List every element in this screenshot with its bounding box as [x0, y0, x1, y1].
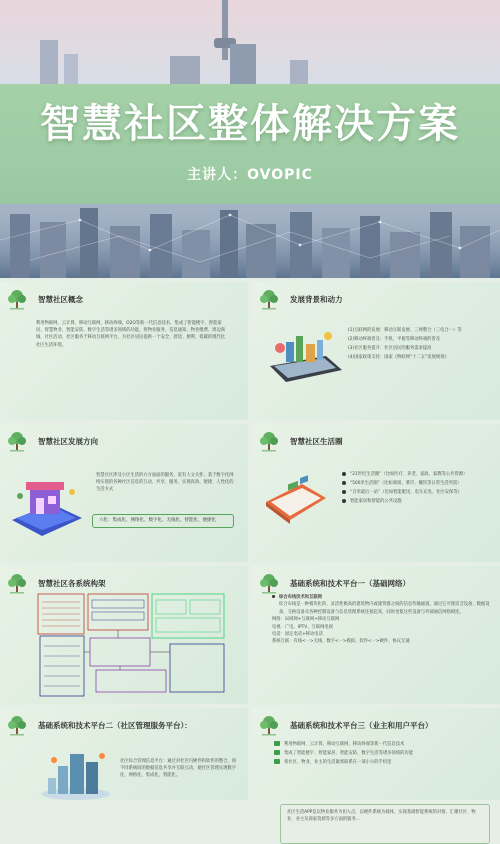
tree-icon [6, 714, 28, 736]
bullet-list [342, 470, 467, 506]
slide-title: 基础系统和技术平台三（业主和用户平台） [290, 721, 433, 730]
slide-life-circle [252, 424, 500, 562]
bullet-icon [272, 595, 275, 598]
slide-platform-two [0, 708, 248, 800]
check-icon [274, 759, 280, 764]
slide-direction [0, 424, 248, 562]
list-item: 利用物联网、云计算、移动互联网、移动终端等新一代信息技术 [274, 740, 413, 749]
list-item: 智能家居和智能的公共设施 [342, 497, 467, 506]
app-description-box: 社区生活APP是以物业服务为切入点，以硬件系统为载体，实现基础智能系统的对接，汇聚社区、物业、业主及商家资源等多方面的服务... [280, 804, 490, 844]
list-item: (3)社区服务提升：社区居民的服务需求提高 [348, 346, 432, 351]
list-item: 将社区、物业、业主的生活紧密联系在一部小小的手机里 [274, 758, 413, 767]
laptop-city-illustration [266, 326, 344, 388]
list-item: 综合布线技术和互联网 [272, 594, 492, 601]
list-item: “21世纪生活圈”（比如医疗、养老、家政、家教等公共资源） [342, 470, 467, 479]
slide-concept [0, 282, 248, 420]
list-item: 集成了智能楼宇、智能家居、智能安防、数字生活等诸多领域的功能 [274, 749, 413, 758]
slide-platform-one [252, 566, 500, 704]
slide-paragraph: 智慧社区涉及小区生活的方方面面的服务，富有人文关怀，基于数字化网络实现的各种社区信息的互动、共享、服务、实现高效、便捷、人性化的生活方式 [96, 473, 234, 493]
check-icon [274, 750, 280, 755]
cover-slide [0, 0, 500, 278]
tree-icon [6, 430, 28, 452]
list-item: 电话：固定电话+移动电话 [272, 632, 323, 638]
slide-title: 智慧社区发展方向 [38, 437, 98, 446]
bullet-list [274, 740, 413, 767]
list-item: (1)互联网的发展：移动互联发展、三网整合（三电合一）等 [348, 328, 462, 333]
slide-paragraph: 社区综合管理信息平台：通过对社区内硬件和软件的整合，将不同系统间的数据信息共享并互联互动，使社区管理实现数字化、网络化、集成化、智能化。 [120, 759, 237, 779]
bullet-icon [342, 490, 346, 494]
tree-icon [258, 430, 280, 452]
slide-title: 发展背景和动力 [290, 295, 343, 304]
presenter-name: 主讲人：OVOPIC [187, 167, 313, 183]
tree-icon [6, 572, 28, 594]
tree-icon [6, 288, 28, 310]
architecture-diagram [36, 592, 228, 700]
check-icon [274, 741, 280, 746]
list-item: (2)移动终端普及：手机、平板等移动终端的普及 [348, 337, 441, 342]
list-item: “百米最后一站”（比如智能配送、电车充电、社区安保等） [342, 488, 467, 497]
tree-icon [258, 714, 280, 736]
slide-title: 基础系统和技术平台一（基础网络） [290, 579, 410, 588]
tree-icon [258, 572, 280, 594]
slide-platform-three [252, 708, 500, 823]
slide-title: 智慧社区生活圈 [290, 437, 343, 446]
bullet-icon [342, 472, 346, 476]
list-item: (4)国家政策支持：国家《物联网“十二五”发展规划》 [348, 355, 449, 360]
list-item: 系统互联：有线<一>无线、数字<一>模拟、软件<一>硬件、协议互通 [272, 639, 410, 645]
list-item: “500米生活圈”（比如商场、菜市、餐饮等日常生活所需） [342, 479, 467, 488]
slide-title: 智慧社区各系统构架 [38, 579, 106, 588]
bullet-icon [342, 499, 346, 503]
smart-building-illustration [40, 748, 112, 800]
presentation-title: 智慧社区整体解决方案 [40, 101, 460, 147]
slide-title: 基础系统和技术平台二（社区管理服务平台）： [38, 721, 192, 730]
six-aspects-box: 六化：集成化、网络化、数字化、无线化、智能化、便捷化 [92, 514, 234, 528]
slide-background [252, 282, 500, 420]
tablet-illustration [262, 476, 330, 530]
list-item: 电视：广电、IPTV、互联网电视 [272, 624, 333, 630]
smart-store-illustration [6, 468, 86, 548]
slide-title: 智慧社区概念 [38, 295, 83, 304]
list-item: 网络：局域网+互联网+移动互联网 [272, 617, 340, 623]
list-item: 综合布线是一种模块化的、灵活性极高的建筑物内或建筑群之间的信息传输通道。通过它可使话音设备、数据设备、交换设备及各种控制设备与信息管理系统连接起来，同时也使这些设备与外部通信网络相连。 [279, 602, 490, 615]
slide-paragraph: 利用物联网、云计算、移动互联网、移动终端、O2O等新一代信息技术，集成了智能楼宇、智能家居、智慧物业、智能安防、数字生活等诸多领域的功能，将物业服务、信息通知、物业缴费、周边商城、社区活动、社区服务于移动互联网平台，为社区居民提供一个安全、舒适、便利、低碳的现代化社区生活环境。 [36, 321, 226, 348]
content-lines [272, 594, 492, 646]
bullet-icon [342, 481, 346, 485]
tree-icon [258, 288, 280, 310]
slide-architecture [0, 566, 248, 704]
bullet-list [348, 326, 462, 362]
